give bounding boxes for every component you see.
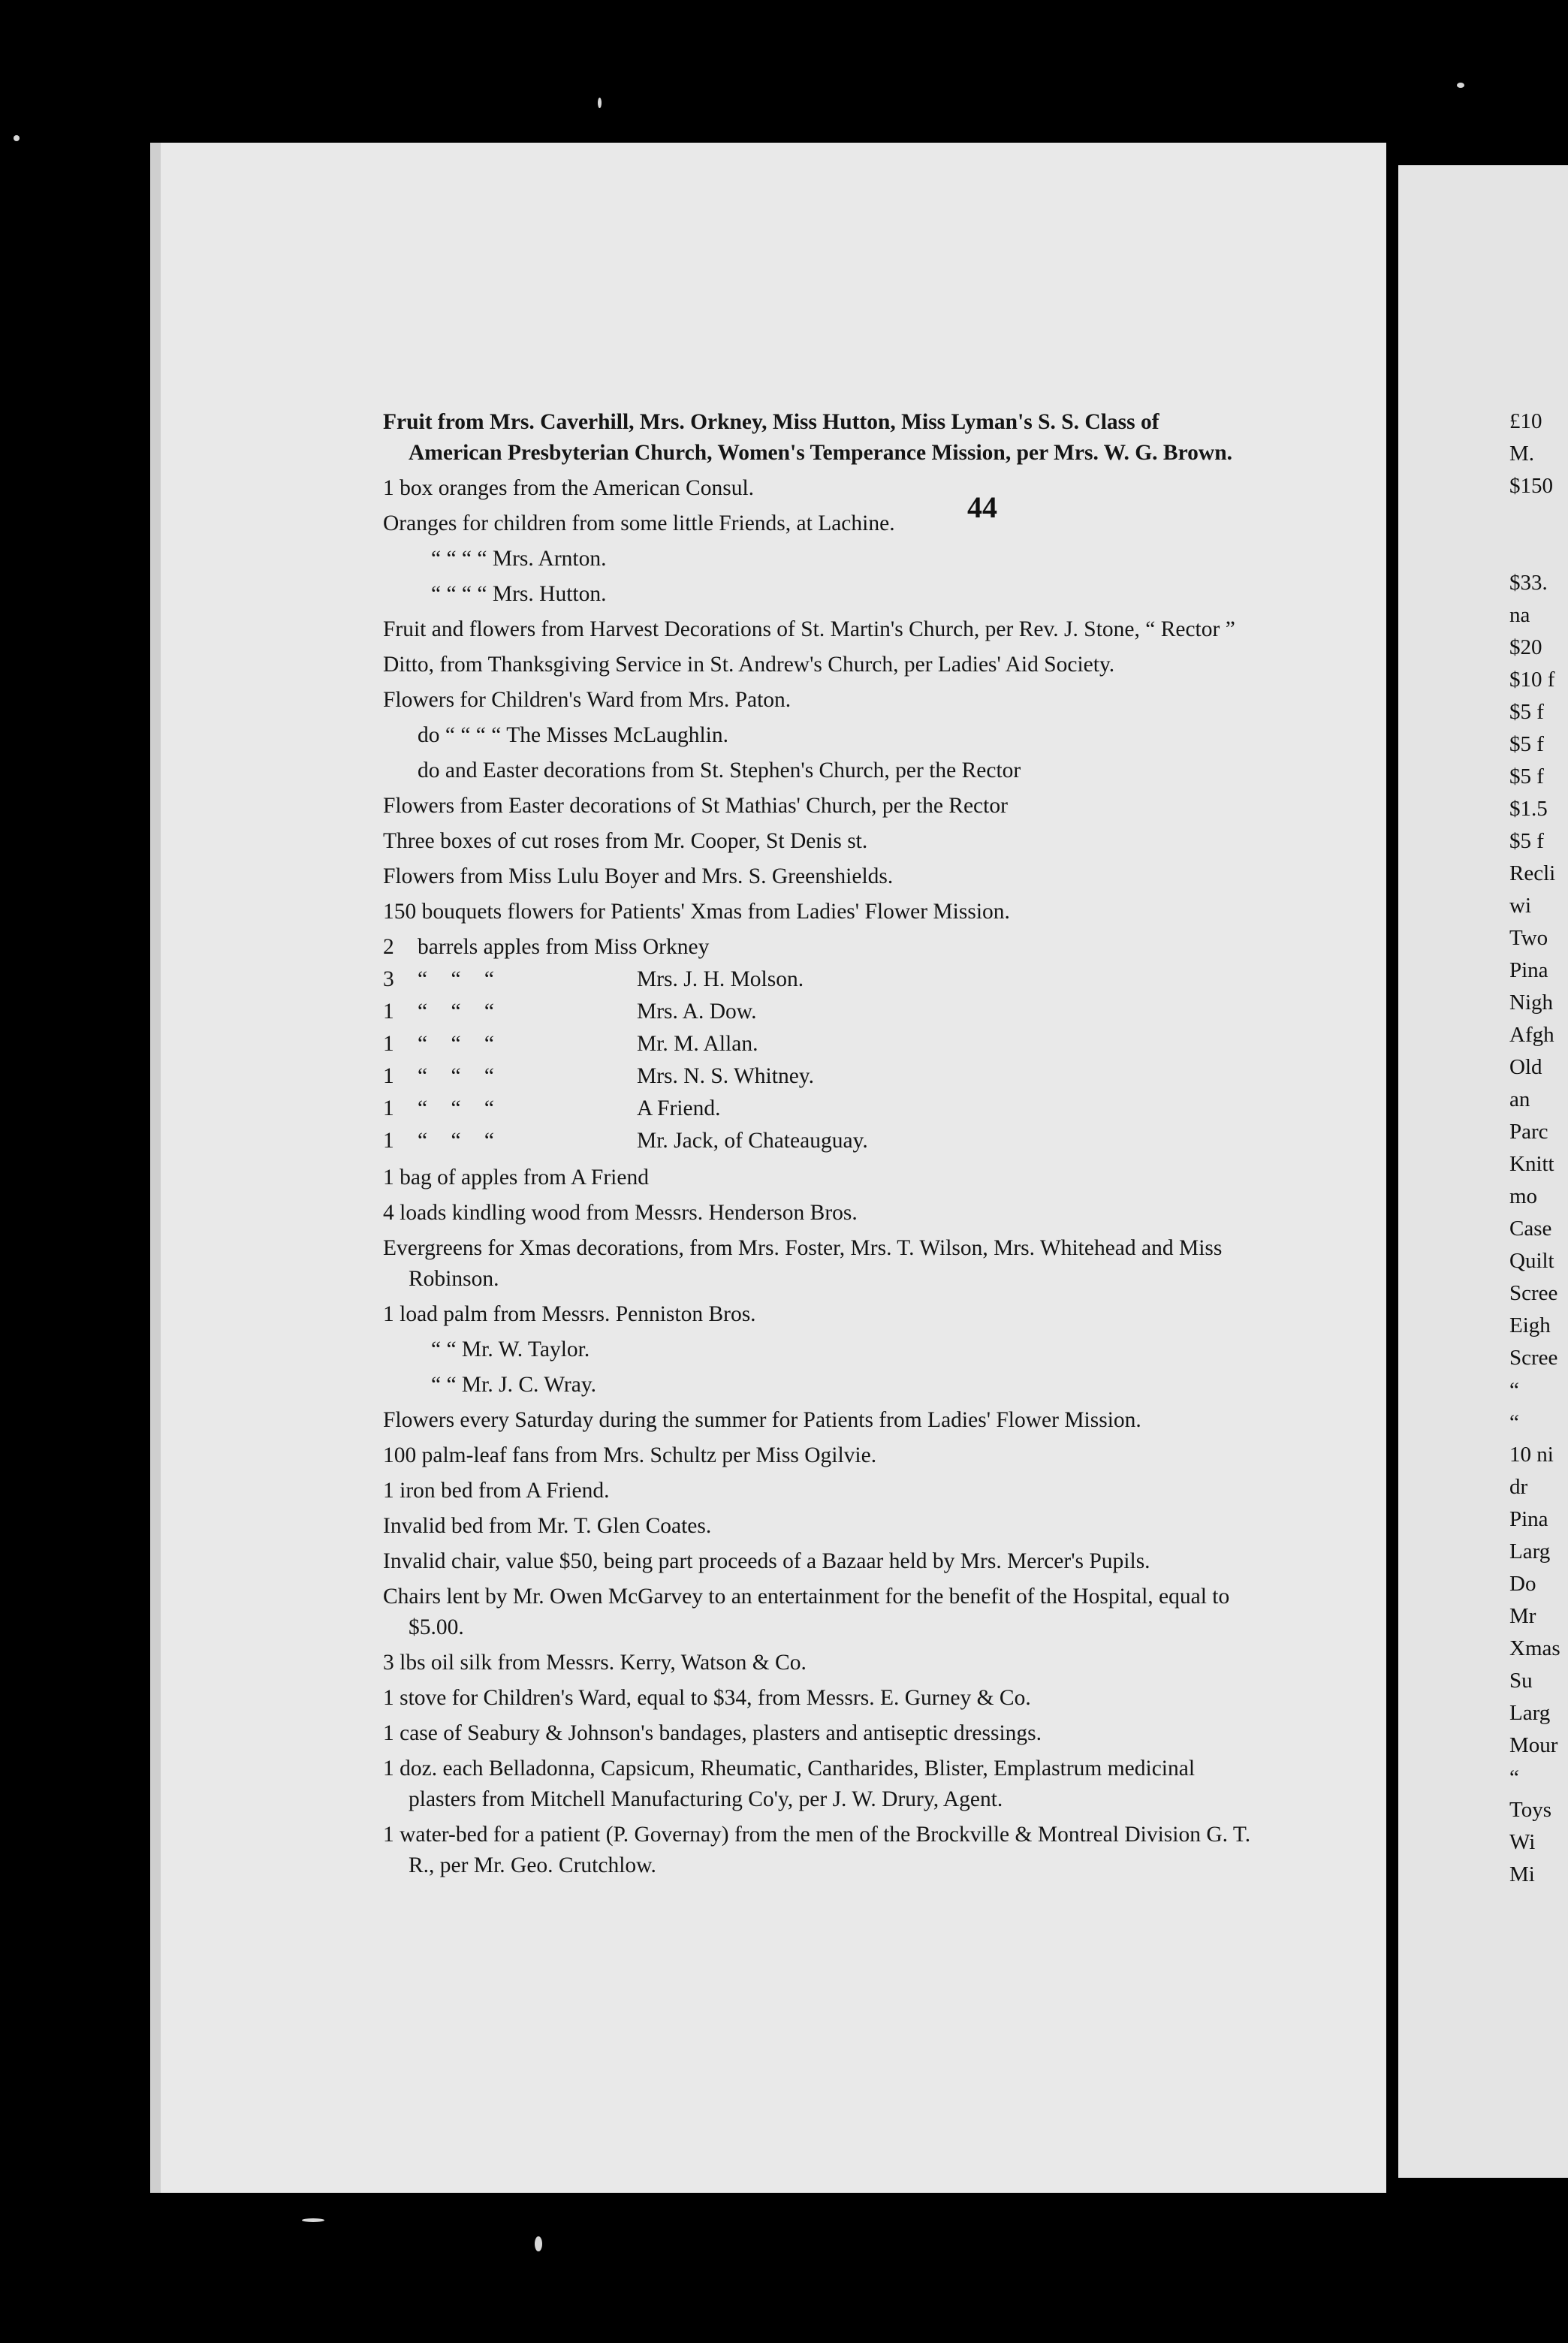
donation-entry: Chairs lent by Mr. Owen McGarvey to an entertainment for the benefit of the Hospital, equal to $5.00. (383, 1585, 1230, 1639)
fragment-line: $1.5 (1509, 797, 1548, 821)
fragment-line: wi (1509, 894, 1531, 918)
ditto-marks: “ “ “ (418, 967, 504, 991)
fragment-line: Scree (1509, 1281, 1558, 1305)
fragment-line: “ (1509, 1410, 1519, 1434)
ditto-marks: “ “ “ (418, 1032, 504, 1056)
donation-entry: “ “ “ “ Mrs. Arnton. (431, 547, 607, 571)
donation-entry: Invalid bed from Mr. T. Glen Coates. (383, 1514, 712, 1538)
donation-entry: do “ “ “ “ The Misses McLaughlin. (418, 723, 728, 747)
fragment-line (1509, 502, 1568, 535)
donation-entry: 150 bouquets flowers for Patients' Xmas from Ladies' Flower Mission. (383, 900, 1010, 924)
donation-entry: Oranges for children from some little Friends, at Lachine. (383, 511, 895, 535)
fragment-line: Recli (1509, 861, 1556, 885)
apples-row (383, 997, 1254, 1027)
fragment-line: £10 (1509, 409, 1542, 433)
fragment-line: $20 (1509, 635, 1542, 659)
fragment-line: Eigh (1509, 1313, 1551, 1337)
donation-entry: 1 doz. each Belladonna, Capsicum, Rheumatic, Cantharides, Blister, Emplastrum medicinal plasters from Mitchell Manufacturing Co'y, per J. W. Drury, Agent. (383, 1756, 1196, 1811)
fragment-line: Nigh (1509, 991, 1553, 1015)
donation-entry: 100 palm-leaf fans from Mrs. Schultz per Miss Ogilvie. (383, 1443, 877, 1467)
fragment-line: $5 f (1509, 829, 1544, 853)
fragment-line: dr (1509, 1475, 1528, 1499)
donation-entry: Three boxes of cut roses from Mr. Cooper, St Denis st. (383, 829, 868, 853)
donation-entry: 3 lbs oil silk from Messrs. Kerry, Watson & Co. (383, 1651, 807, 1675)
fragment-line: Do (1509, 1572, 1536, 1596)
page-number: 44 (967, 490, 997, 524)
fragment-line: $150 (1509, 474, 1553, 498)
donation-list (383, 407, 1254, 1886)
fragment-line: Scree (1509, 1346, 1558, 1370)
scan-speck (1457, 83, 1464, 88)
fragment-line: Mi (1509, 1862, 1535, 1886)
apples-row (383, 964, 1254, 995)
fragment-line: Wi (1509, 1830, 1536, 1854)
fragment-line (1509, 535, 1568, 567)
qty: 1 (383, 1129, 394, 1153)
donation-entry: 1 iron bed from A Friend. (383, 1479, 610, 1503)
scan-speck (598, 98, 602, 108)
ditto-marks: “ “ “ (418, 1129, 504, 1153)
fragment-line: $5 f (1509, 732, 1544, 756)
fragment-line: $5 f (1509, 764, 1544, 789)
donation-entry: 1 water-bed for a patient (P. Governay) from the men of the Brockville & Montreal Division G. T. R., per Mr. Geo. Crutchlow. (383, 1823, 1251, 1877)
fragment-line: Quilt (1509, 1249, 1554, 1273)
adjacent-page-fragments (1509, 406, 1568, 1891)
donation-entry: 1 load palm from Messrs. Penniston Bros. (383, 1302, 756, 1326)
fragment-line: “ (1509, 1378, 1519, 1402)
donation-entry: Fruit from Mrs. Caverhill, Mrs. Orkney, Miss Hutton, Miss Lyman's S. S. Class of American Presbyterian Church, Women's Temperance Mission, per Mrs. W. G. Brown. (383, 410, 1232, 465)
donation-entry: “ “ “ “ Mrs. Hutton. (431, 582, 607, 606)
donor-name: Mrs. J. H. Molson. (637, 967, 804, 991)
donation-entry: 1 stove for Children's Ward, equal to $34, from Messrs. E. Gurney & Co. (383, 1686, 1031, 1710)
donation-entry: “ “ Mr. W. Taylor. (431, 1337, 590, 1361)
apples-row (383, 1029, 1254, 1060)
qty: 1 (383, 1096, 394, 1120)
fragment-line: M. (1509, 442, 1535, 466)
donation-entry: Fruit and flowers from Harvest Decorations of St. Martin's Church, per Rev. J. Stone, “ Rector ” (383, 617, 1235, 641)
donation-entry: Ditto, from Thanksgiving Service in St. Andrew's Church, per Ladies' Aid Society. (383, 653, 1115, 677)
fragment-line: Toys (1509, 1798, 1551, 1822)
fragment-line: Larg (1509, 1701, 1551, 1725)
fragment-line: $10 f (1509, 668, 1555, 692)
donation-entry: Invalid chair, value $50, being part proceeds of a Bazaar held by Mrs. Mercer's Pupils. (383, 1549, 1150, 1573)
fragment-line: $5 f (1509, 700, 1544, 724)
donor-name: Mrs. N. S. Whitney. (637, 1064, 814, 1088)
fragment-line: Pina (1509, 1507, 1548, 1531)
donation-entry: “ “ Mr. J. C. Wray. (431, 1373, 597, 1397)
qty: 2 (383, 935, 394, 959)
donation-entry: Evergreens for Xmas decorations, from Mrs. Foster, Mrs. T. Wilson, Mrs. Whitehead and Miss Robinson. (383, 1236, 1223, 1291)
fragment-line: Knitt (1509, 1152, 1554, 1176)
donation-entry: 1 case of Seabury & Johnson's bandages, plasters and antiseptic dressings. (383, 1721, 1042, 1745)
fragment-line: Afgh (1509, 1023, 1554, 1047)
donation-entry: do and Easter decorations from St. Stephen's Church, per the Rector (418, 758, 1021, 783)
apples-row (383, 1061, 1254, 1092)
apples-header-row (383, 932, 1254, 963)
ditto-marks: “ “ “ (418, 1064, 504, 1088)
fragment-line: an (1509, 1087, 1530, 1111)
fragment-line: 10 ni (1509, 1443, 1554, 1467)
fragment-line: Parc (1509, 1120, 1548, 1144)
donation-entry: Flowers every Saturday during the summer for Patients from Ladies' Flower Mission. (383, 1408, 1141, 1432)
scan-speck (302, 2218, 324, 2222)
scan-speck (535, 2236, 542, 2251)
apples-block (383, 932, 1254, 1156)
ditto-marks: “ “ “ (418, 1000, 504, 1024)
fragment-line: na (1509, 603, 1530, 627)
fragment-line: mo (1509, 1184, 1538, 1208)
fragment-line: Old (1509, 1055, 1542, 1079)
entries-part-1 (383, 407, 1254, 927)
donation-entry: Flowers from Easter decorations of St Mathias' Church, per the Rector (383, 794, 1008, 818)
entries-part-2 (383, 1162, 1254, 1881)
fragment-line: $33. (1509, 571, 1548, 595)
donation-entry: Flowers from Miss Lulu Boyer and Mrs. S. Greenshields. (383, 864, 894, 888)
ditto-marks: “ “ “ (418, 1096, 504, 1120)
qty: 1 (383, 1064, 394, 1088)
apples-row (383, 1126, 1254, 1156)
fragment-line: “ (1509, 1766, 1519, 1790)
qty: 1 (383, 1000, 394, 1024)
fragment-line: Case (1509, 1217, 1552, 1241)
donation-entry: Flowers for Children's Ward from Mrs. Paton. (383, 688, 792, 712)
fragment-line: Xmas (1509, 1636, 1560, 1660)
fragment-line: Pina (1509, 958, 1548, 982)
fragment-line: Two (1509, 926, 1548, 950)
donor-name: A Friend. (637, 1096, 721, 1120)
fragment-line: Mr (1509, 1604, 1536, 1628)
fragment-line: Mour (1509, 1733, 1558, 1757)
donor-name: Mr. Jack, of Chateauguay. (637, 1129, 868, 1153)
scan-speck (14, 135, 20, 141)
fragment-line: Su (1509, 1669, 1533, 1693)
donation-entry: 1 bag of apples from A Friend (383, 1165, 649, 1190)
qty: 3 (383, 967, 394, 991)
apples-row (383, 1093, 1254, 1124)
donor-name: Mr. M. Allan. (637, 1032, 758, 1056)
fragment-line: Larg (1509, 1539, 1551, 1564)
qty: 1 (383, 1032, 394, 1056)
donation-entry: 4 loads kindling wood from Messrs. Henderson Bros. (383, 1201, 858, 1225)
entry-text: barrels apples from Miss Orkney (418, 935, 710, 959)
donor-name: Mrs. A. Dow. (637, 1000, 757, 1024)
donation-entry: 1 box oranges from the American Consul. (383, 476, 755, 500)
